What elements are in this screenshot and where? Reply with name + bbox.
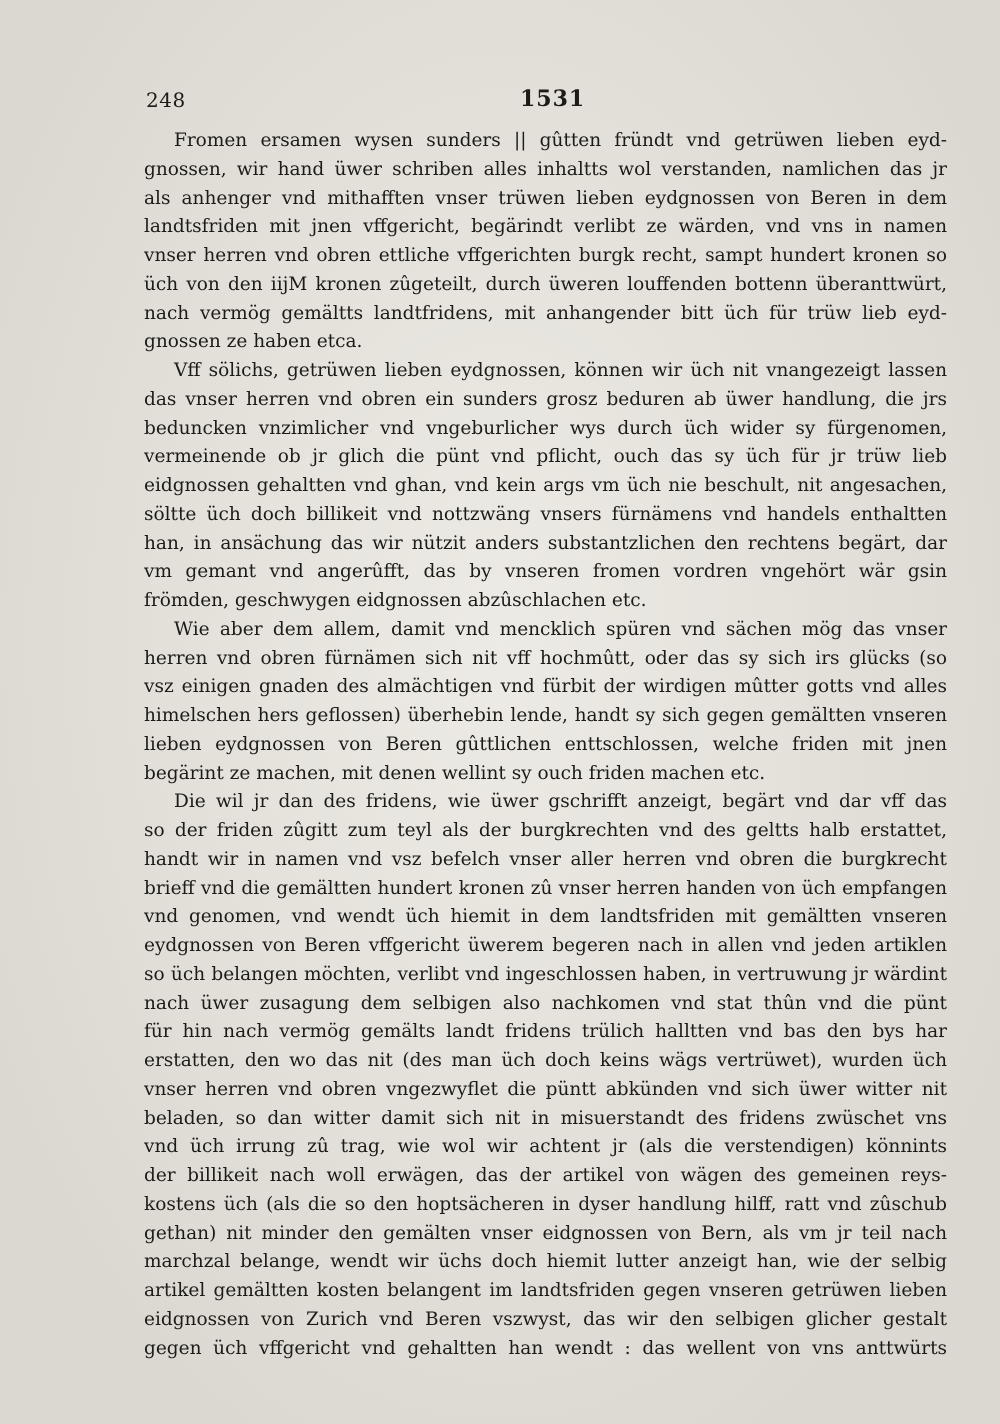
text-line: so üch belangen möchten, verlibt vnd ingeschlossen haben, in vertruwung jr wärdint [144,963,947,985]
text-line: vnser herren vnd obren ettliche vffgerichten burgk recht, sampt hundert kronen so [144,245,947,266]
text-line: vermeinende ob jr glich die pünt vnd pflicht, ouch das sy üch für jr trüw lieb [144,446,947,468]
text-line: als anhenger vnd mithafften vnser trüwen lieben eydgnossen von Beren in dem [144,187,947,209]
text-line: vsz einigen gnaden des almächtigen vnd fürbit der wirdigen mûtter gotts vnd alles [144,676,947,698]
text-line: Wie aber dem allem, damit vnd mencklich spüren vnd sächen mög das vnser [174,618,947,640]
text-line: gegen üch vffgericht vnd gehaltten han wendt : das wellent von vns anttwürts [144,1337,947,1359]
page-number: 248 [146,88,186,112]
text-line: vm gemant vnd angerûfft, das by vnseren fromen vordren vngehört wär gsin [144,561,947,583]
text-line: gethan) nit minder den gemälten vnser eidgnossen von Bern, als vm jr teil nach [144,1222,947,1244]
text-line: herren vnd obren fürnämen sich nit vff hochmûtt, oder das sy sich irs glücks (so [144,647,947,669]
text-line: vnd üch irrung zû trag, wie wol wir achtent jr (als die verstendigen) könnints [144,1136,947,1158]
text-line: so der friden zûgitt zum teyl als der burgkrechten vnd des geltts halb erstattet, [144,820,947,841]
text-line: eidgnossen gehaltten vnd ghan, vnd kein args vm üch nie beschult, nit angesachen, [144,475,947,496]
year-heading: 1531 [520,86,586,112]
text-line: handt wir in namen vnd vsz befelch vnser aller herren vnd obren die burgkrecht [144,848,947,870]
text-line: vnd genomen, vnd wendt üch hiemit in dem landtsfriden mit gemältten vnseren [144,906,947,928]
text-line: gnossen, wir hand üwer schriben alles inhaltts wol verstanden, namlichen das jr [144,158,947,180]
text-line: landtsfriden mit jnen vffgericht, begärindt verlibt ze wärden, vnd vns in namen [144,216,947,238]
text-line: nach vermög gemältts landtfridens, mit anhangender bitt üch für trüw lieb eyd- [144,302,947,324]
text-line: vnser herren vnd obren vngezwyflet die püntt abkünden vnd sich üwer witter nit [144,1078,947,1100]
text-line: Fromen ersamen wysen sunders || gûtten fründt vnd getrüwen lieben eyd- [174,130,947,151]
page-header [146,88,946,116]
text-line: Die wil jr dan des fridens, wie üwer gschrifft anzeigt, begärt vnd dar vff das [174,791,947,813]
text-line: söltte üch doch billikeit vnd nottzwäng vnsers fürnämens vnd handels enthaltten [144,503,947,525]
body-text [144,127,947,1392]
text-line: üch von den iijM kronen zûgeteilt, durch üweren louffenden bottenn überanttwürt, [144,273,947,295]
text-line: gnossen ze haben etca. [144,331,363,353]
text-line: lieben eydgnossen von Beren gûttlichen enttschlossen, welche friden mit jnen [144,733,947,755]
text-line [144,1363,947,1392]
text-line: für hin nach vermög gemälts landt fridens trülich halltten vnd bas den bys har [144,1021,947,1043]
text-line: artikel gemältten kosten belangent im landtsfriden gegen vnseren getrüwen lieben [144,1280,947,1301]
text-line: frömden, geschwygen eidgnossen abzûschlachen etc. [144,590,647,611]
text-line: eidgnossen von Zurich vnd Beren vszwyst, das wir den selbigen glicher gestalt [144,1308,947,1330]
text-line: erstatten, den wo das nit (des man üch doch keins wägs vertrüwet), wurden üch [144,1050,947,1071]
text-line: kostens üch (als die so den hoptsächeren in dyser handlung hilff, ratt vnd zûschub [144,1193,947,1215]
text-line: brieff vnd die gemältten hundert kronen zû vnser herren handen von üch empfangen [144,877,947,899]
text-line: begärint ze machen, mit denen wellint sy ouch friden machen etc. [144,762,766,784]
text-line: eydgnossen von Beren vffgericht üwerem begeren nach in allen vnd jeden artiklen [144,935,947,956]
text-line: himelschen hers geflossen) überhebin lende, handt sy sich gegen gemältten vnseren [144,705,947,726]
text-line: beladen, so dan witter damit sich nit in misuerstandt des fridens zwüschet vns [144,1107,947,1129]
text-line: han, in ansächung das wir nützit anders substantzlichen den rechtens begärt, dar [144,532,947,554]
text-line: das vnser herren vnd obren ein sunders grosz beduren ab üwer handlung, die jrs [144,388,947,410]
text-line: nach üwer zusagung dem selbigen also nachkomen vnd stat thûn vnd die pünt [144,992,947,1014]
text-line: beduncken vnzimlicher vnd vngeburlicher wys durch üch wider sy fürgenomen, [144,417,947,439]
text-line: marchzal belange, wendt wir üchs doch hiemit lutter anzeigt han, wie der selbig [144,1251,947,1273]
text-line: der billikeit nach woll erwägen, das der artikel von wägen des gemeinen reys- [144,1165,947,1186]
text-line: Vff sölichs, getrüwen lieben eydgnossen, können wir üch nit vnangezeigt lassen [174,360,947,381]
